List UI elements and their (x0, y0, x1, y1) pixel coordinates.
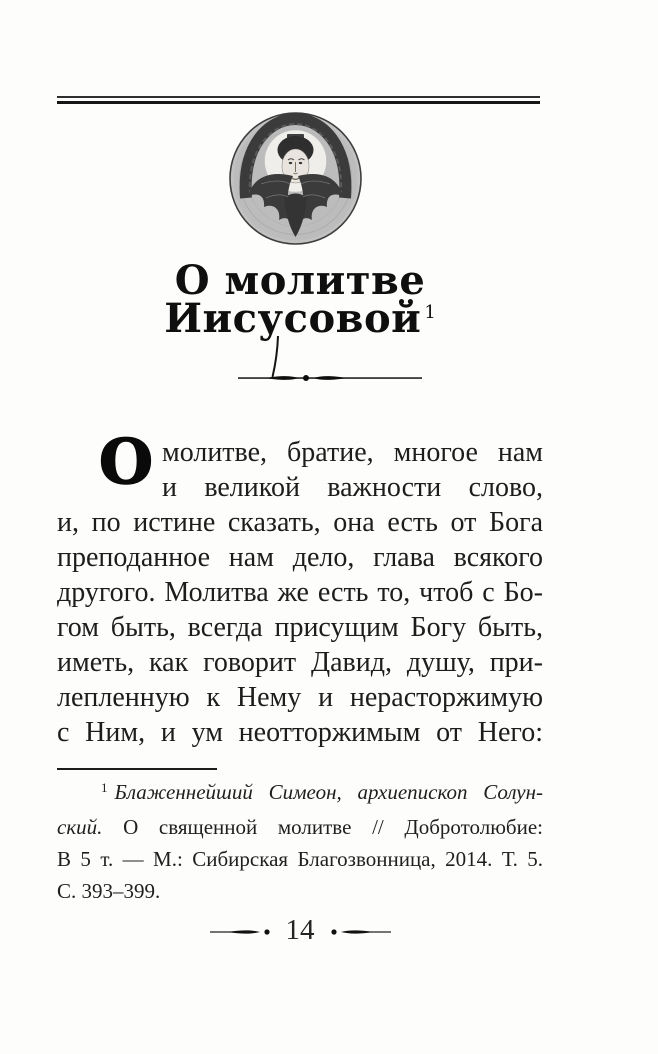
page-title-line2-text: Иисусовой (164, 295, 422, 342)
footnote (57, 776, 543, 907)
footnote-author: Блаженнейший Симеон, архиепископ Солун- (114, 780, 543, 804)
top-rule-thin (57, 96, 540, 98)
body-line: гом быть, всегда присущим Богу быть, (57, 612, 543, 643)
footnote-separator-rule (57, 768, 217, 770)
body-line: иметь, как говорит Давид, душу, при- (57, 647, 543, 678)
page-number-flourish-left (210, 925, 272, 939)
title-footnote-marker: 1 (424, 302, 436, 323)
footnote-line: С. 393–399. (57, 879, 161, 903)
title-divider-ornament (235, 332, 425, 384)
footnote-marker: 1 (101, 780, 108, 795)
body-paragraph (57, 425, 543, 750)
body-line: лепленную к Нему и нерасторжимую (57, 682, 543, 713)
page-number: 14 (285, 913, 315, 946)
footnote-line: В 5 т. — М.: Сибирская Благозвонница, 2014. Т. 5. (57, 847, 543, 871)
body-line: и, по истине сказать, она есть от Бога (57, 507, 543, 538)
body-line: преподанное нам дело, глава всякого (57, 542, 543, 573)
footnote-source: О священной молитве // Добротолюбие: (123, 815, 543, 839)
page-footer (57, 910, 543, 954)
body-line: и великой важности слово, (162, 472, 543, 503)
page-number-flourish-right (329, 925, 391, 939)
footnote-line (57, 811, 543, 843)
top-rule-thick (57, 101, 540, 104)
page-title-line1: О молитве (174, 257, 426, 304)
body-line: молитве, братие, многое нам (162, 437, 543, 468)
body-line: другого. Молитва же есть то, чтоб с Бо- (57, 577, 543, 608)
footnote-line (57, 776, 543, 811)
footnote-author-cont: ский. (57, 815, 103, 839)
body-line: с Ним, и ум неотторжимым от Него: (57, 717, 543, 748)
drop-cap: О (99, 425, 154, 498)
seraph-angel-medallion-image (227, 110, 364, 247)
